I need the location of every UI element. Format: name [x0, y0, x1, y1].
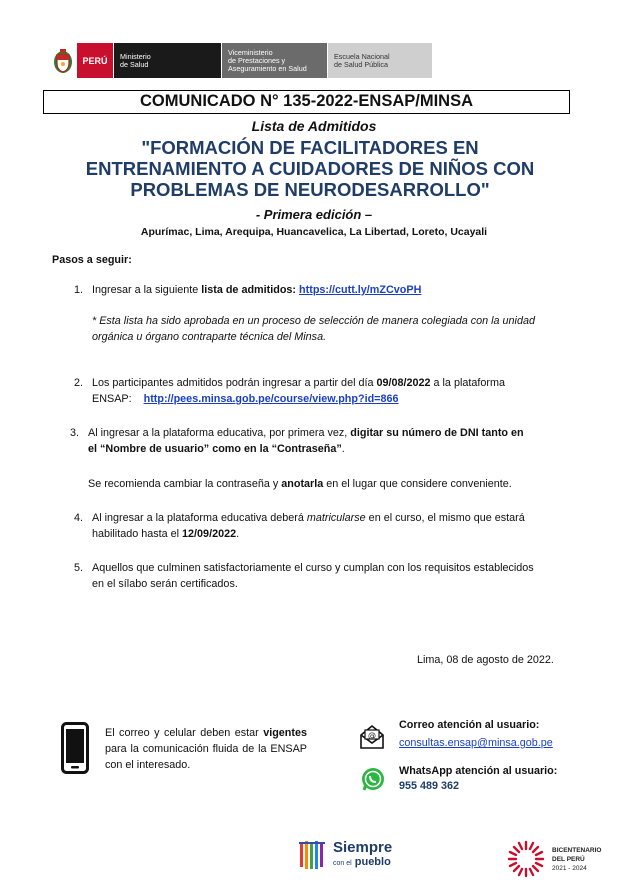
whatsapp-icon	[360, 766, 386, 792]
step-2: Los participantes admitidos podrán ingresar a partir del día 09/08/2022 a la plataforma ENSAP: http://pees.minsa.gob.pe/course/view.php?id=866	[92, 377, 505, 405]
email-icon	[358, 723, 386, 751]
step-1: Ingresar a la siguiente lista de admitidos: https://cutt.ly/mZCvoPH	[92, 284, 422, 296]
steps-heading: Pasos a seguir:	[52, 254, 132, 266]
step-4-number: 4.	[74, 512, 84, 524]
comunicado-title: COMUNICADO N° 135-2022-ENSAP/MINSA	[43, 90, 570, 114]
admitted-list-link[interactable]: https://cutt.ly/mZCvoPH	[299, 284, 422, 296]
bicentenario-logo: BICENTENARIO DEL PERÚ 2021 - 2024	[506, 838, 601, 880]
svg-text:@: @	[368, 731, 376, 740]
coat-of-arms-icon	[49, 43, 77, 78]
password-recommendation: Se recomienda cambiar la contraseña y anotarla en el lugar que considere conveniente.	[88, 478, 512, 490]
step-1-number: 1.	[74, 284, 84, 296]
step-1-note: * Esta lista ha sido aprobada en un proceso de selección de manera colegiada con la unidad orgánica u órgano contraparte técnica del Minsa.	[92, 315, 535, 343]
whatsapp-number[interactable]: 955 489 362	[399, 780, 460, 792]
list-subtitle: Lista de Admitidos	[251, 118, 377, 134]
regions-list: Apurímac, Lima, Arequipa, Huancavelica, La Libertad, Loreto, Ucayali	[140, 226, 488, 238]
whatsapp-title: WhatsApp atención al usuario:	[399, 765, 558, 777]
step-3: Al ingresar a la plataforma educativa, por primera vez, digitar su número de DNI tanto en el “Nombre de usuario” como en la “Contraseña”.	[88, 427, 524, 455]
edition-label: - Primera edición –	[255, 207, 373, 222]
escuela-label: Escuela Nacional de Salud Pública	[327, 43, 432, 78]
figures-icon	[299, 839, 329, 873]
ministerio-salud-label: Ministerio de Salud	[113, 43, 221, 78]
step-2-number: 2.	[74, 377, 84, 389]
bicentenario-emblem-icon	[506, 839, 546, 879]
date-place: Lima, 08 de agosto de 2022.	[417, 654, 554, 666]
viceministerio-label: Viceministerio de Prestaciones y Aseguramiento en Salud	[221, 43, 327, 78]
step-5-number: 5.	[74, 562, 84, 574]
platform-link[interactable]: http://pees.minsa.gob.pe/course/view.php?id=866	[143, 393, 399, 405]
phone-icon	[61, 722, 89, 774]
email-title: Correo atención al usuario:	[399, 719, 540, 731]
peru-label: PERÚ	[77, 43, 113, 78]
email-link[interactable]: consultas.ensap@minsa.gob.pe	[399, 737, 553, 749]
siempre-con-el-pueblo-logo: Siempre con el pueblo	[299, 838, 392, 874]
step-4: Al ingresar a la plataforma educativa deberá matricularse en el curso, el mismo que estará habilitado hasta el 12/09/2022.	[92, 512, 525, 540]
step-5: Aquellos que culminen satisfactoriamente el curso y cumplan con los requisitos establecidos en el sílabo serán certificados.	[92, 562, 534, 590]
step-3-number: 3.	[70, 427, 80, 439]
header-logos	[49, 43, 432, 78]
contact-note: El correo y celular deben estar vigentes para la comunicación fluida de la ENSAP con el interesado.	[105, 727, 307, 771]
course-title: "FORMACIÓN DE FACILITADORES EN ENTRENAMIENTO A CUIDADORES DE NIÑOS CON PROBLEMAS DE NEURODESARROLLO"	[85, 137, 535, 200]
